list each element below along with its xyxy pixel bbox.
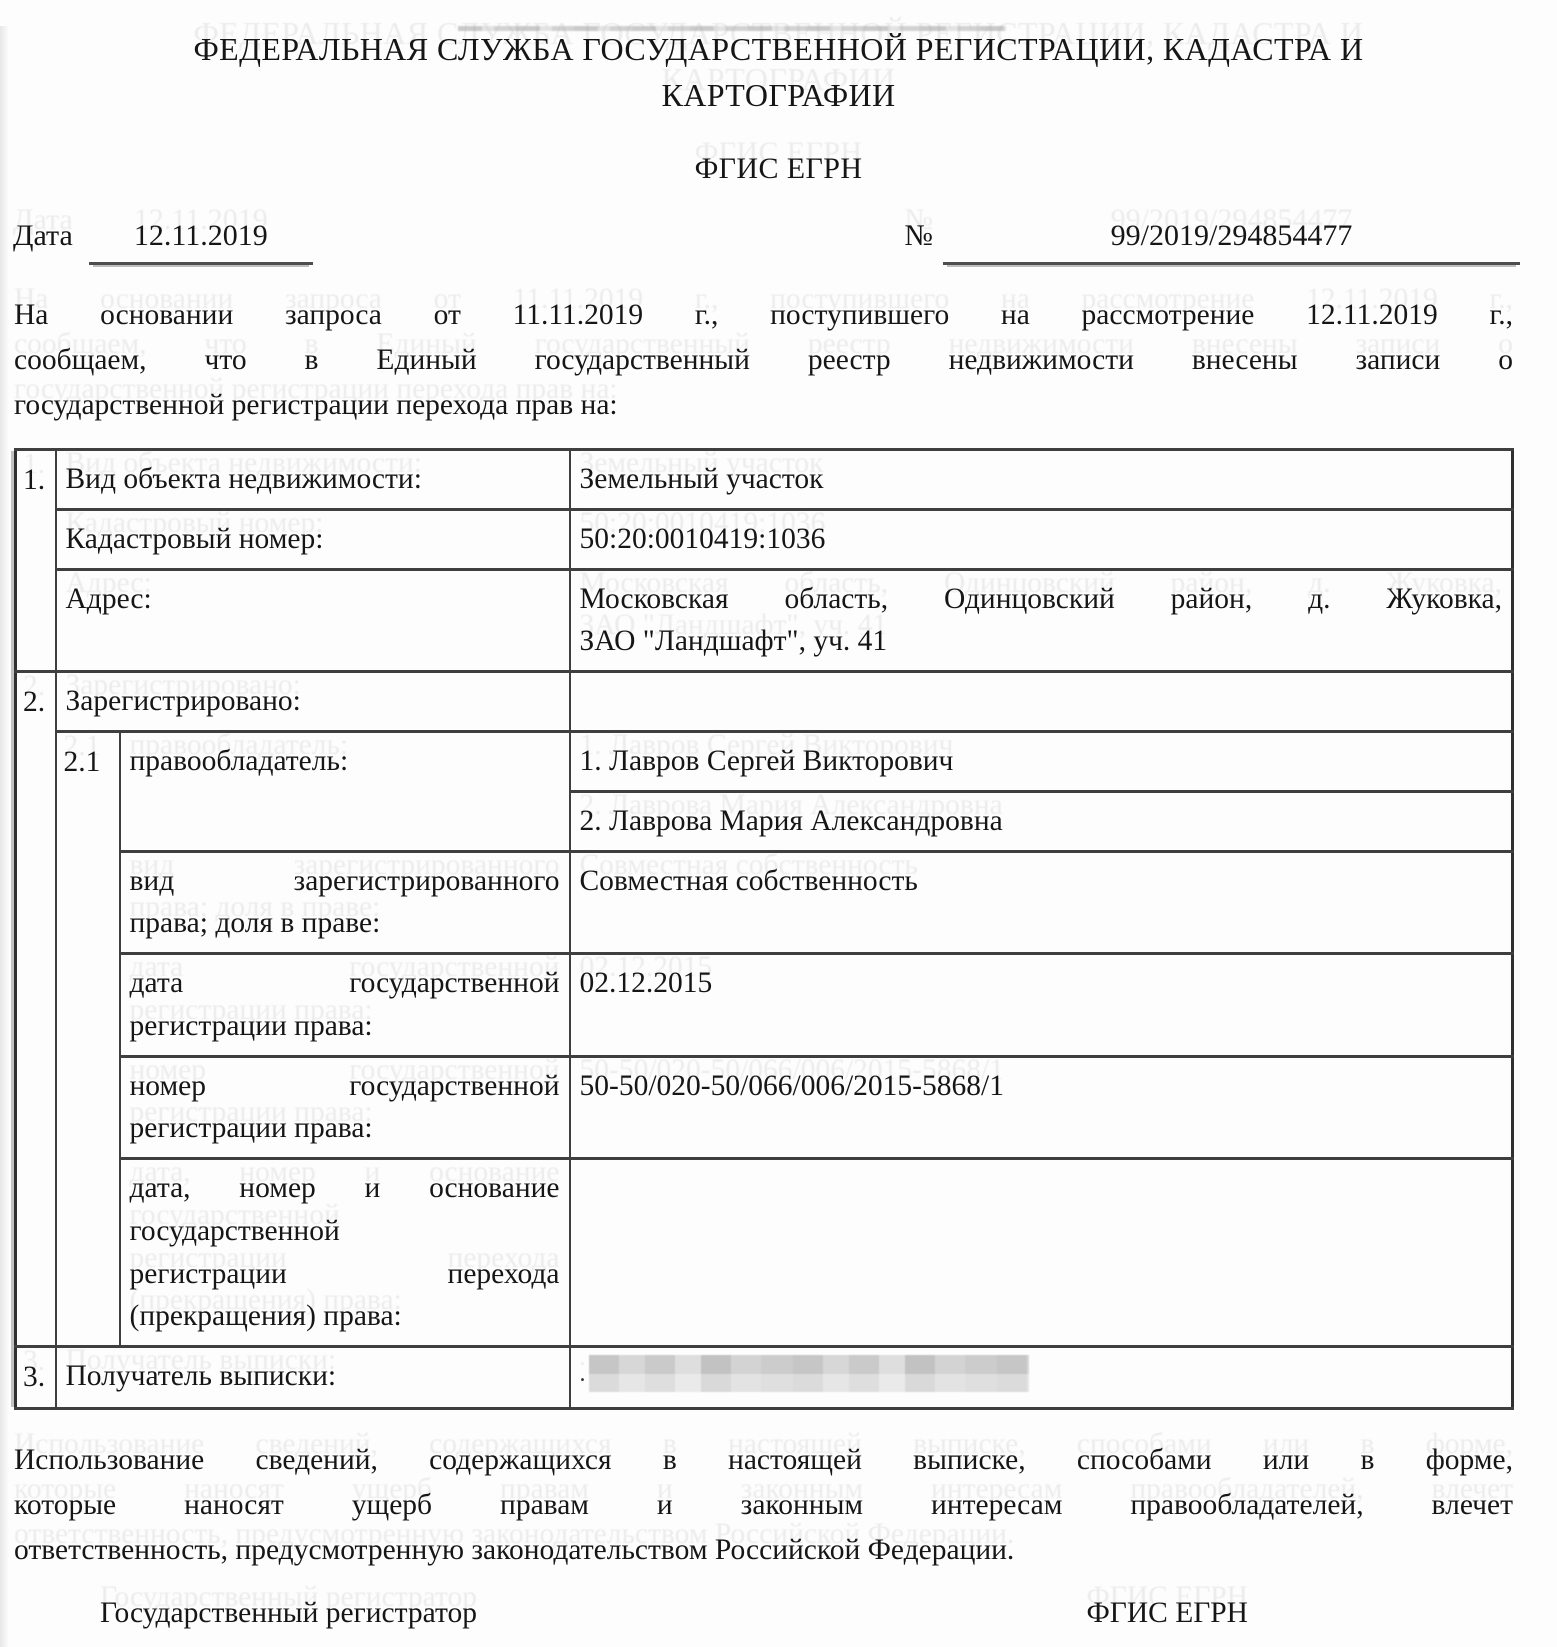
- intro-paragraph: [14, 293, 1513, 428]
- warning-paragraph: [14, 1438, 1513, 1573]
- recipient-value: [570, 1347, 1513, 1409]
- row-address: [16, 569, 1513, 672]
- right-type-value: Совместная собственность: [570, 851, 1513, 954]
- cadastral-value: 50:20:0010419:1036: [570, 509, 1513, 569]
- number-label: №: [904, 218, 933, 252]
- registration-table: [14, 448, 1514, 1410]
- row-rightholder-1: [16, 731, 1513, 791]
- date-field: [13, 219, 313, 265]
- right-type-label-line-2: права; доля в праве:: [129, 907, 381, 940]
- intro-line-1: На основании запроса от 11.11.2019 г., поступившего на рассмотрение 12.11.2019 г.,: [14, 298, 1513, 331]
- rightholder-label: правообладатель:: [120, 731, 570, 851]
- signature-system-label: ФГИС ЕГРН: [1086, 1597, 1248, 1630]
- transfer-label-line-2: государственной: [129, 1214, 340, 1247]
- object-type-label: Вид объекта недвижимости:: [56, 450, 570, 510]
- document-header: [0, 26, 1557, 186]
- row-registered: [16, 672, 1513, 732]
- transfer-label-line-4: (прекращения) права:: [129, 1300, 402, 1333]
- row-object-type: [16, 450, 1513, 510]
- reg-date-label-line-1: дата государственной: [129, 967, 560, 1000]
- date-number-row: [13, 219, 1520, 265]
- transfer-value-empty: [570, 1159, 1513, 1347]
- number-value: 99/2019/294854477: [943, 219, 1520, 265]
- system-name: ФГИС ЕГРН: [694, 151, 863, 185]
- scan-left-edge-shading: [0, 26, 9, 1647]
- address-value-line-1: Московская область, Одинцовский район, д. Жуковка,: [579, 582, 1502, 615]
- reg-date-value: 02.12.2015: [570, 954, 1513, 1057]
- right-type-label: [120, 851, 570, 954]
- reg-number-label-line-1: номер государственной: [129, 1069, 560, 1102]
- object-type-value: Земельный участок: [570, 450, 1513, 510]
- date-value: 12.11.2019: [89, 219, 313, 265]
- recipient-value-prefix: .: [579, 1360, 586, 1387]
- address-value-line-2: ЗАО "Ландшафт", уч. 41: [579, 625, 888, 658]
- agency-name: ФЕДЕРАЛЬНАЯ СЛУЖБА ГОСУДАРСТВЕННОЙ РЕГИСТРАЦИИ, КАДАСТРА И КАРТОГРАФИИ: [193, 31, 1364, 114]
- row-cadastral-number: [16, 509, 1513, 569]
- item2-sub-number: 2.1: [56, 731, 120, 1346]
- registered-value-empty: [570, 672, 1513, 732]
- date-label: Дата: [13, 218, 73, 252]
- recipient-label: Получатель выписки:: [56, 1347, 570, 1409]
- number-field: [904, 219, 1520, 265]
- transfer-label-line-1: дата, номер и основание: [129, 1172, 560, 1205]
- cropped-redacted-line: [458, 26, 1006, 31]
- rightholder-value-1: 1. Лавров Сергей Викторович: [570, 731, 1513, 791]
- registrar-label: Государственный регистратор: [100, 1597, 477, 1630]
- row-right-type: [16, 851, 1513, 954]
- intro-line-3: государственной регистрации перехода прав на:: [14, 389, 618, 422]
- reg-number-label: [120, 1056, 570, 1159]
- row-transfer: [16, 1159, 1513, 1347]
- right-type-label-line-1: вид зарегистрированного: [129, 864, 560, 897]
- address-label: Адрес:: [56, 569, 570, 672]
- signature-row: [14, 1597, 1514, 1630]
- address-value: [570, 569, 1513, 672]
- rightholder-value-2: 2. Лаврова Мария Александровна: [570, 791, 1513, 851]
- reg-date-label-line-2: регистрации права:: [129, 1009, 373, 1042]
- row-recipient: [16, 1347, 1513, 1409]
- transfer-label: [120, 1159, 570, 1347]
- registered-label: Зарегистрировано:: [56, 672, 570, 732]
- warning-line-3: ответственность, предусмотренную законодательством Российской Федерации.: [14, 1534, 1015, 1567]
- cadastral-label: Кадастровый номер:: [56, 509, 570, 569]
- item1-number: 1.: [16, 450, 56, 672]
- reg-number-label-line-2: регистрации права:: [129, 1112, 373, 1145]
- transfer-label-line-3: регистрации перехода: [129, 1257, 560, 1290]
- item2-number: 2.: [16, 672, 56, 1347]
- intro-line-2: сообщаем, что в Единый государственный реестр недвижимости внесены записи о: [14, 343, 1513, 376]
- recipient-redacted-wrap: [580, 1355, 1503, 1392]
- warning-line-2: которые наносят ущерб правам и законным интересам правообладателей, влечет: [14, 1489, 1513, 1522]
- row-reg-number: [16, 1056, 1513, 1159]
- reg-number-value: 50-50/020-50/066/006/2015-5868/1: [570, 1056, 1513, 1159]
- redacted-recipient-value: [589, 1355, 1029, 1392]
- item3-number: 3.: [16, 1347, 56, 1409]
- reg-date-label: [120, 954, 570, 1057]
- row-reg-date: [16, 954, 1513, 1057]
- warning-line-1: Использование сведений, содержащихся в настоящей выписке, способами или в форме,: [14, 1443, 1513, 1476]
